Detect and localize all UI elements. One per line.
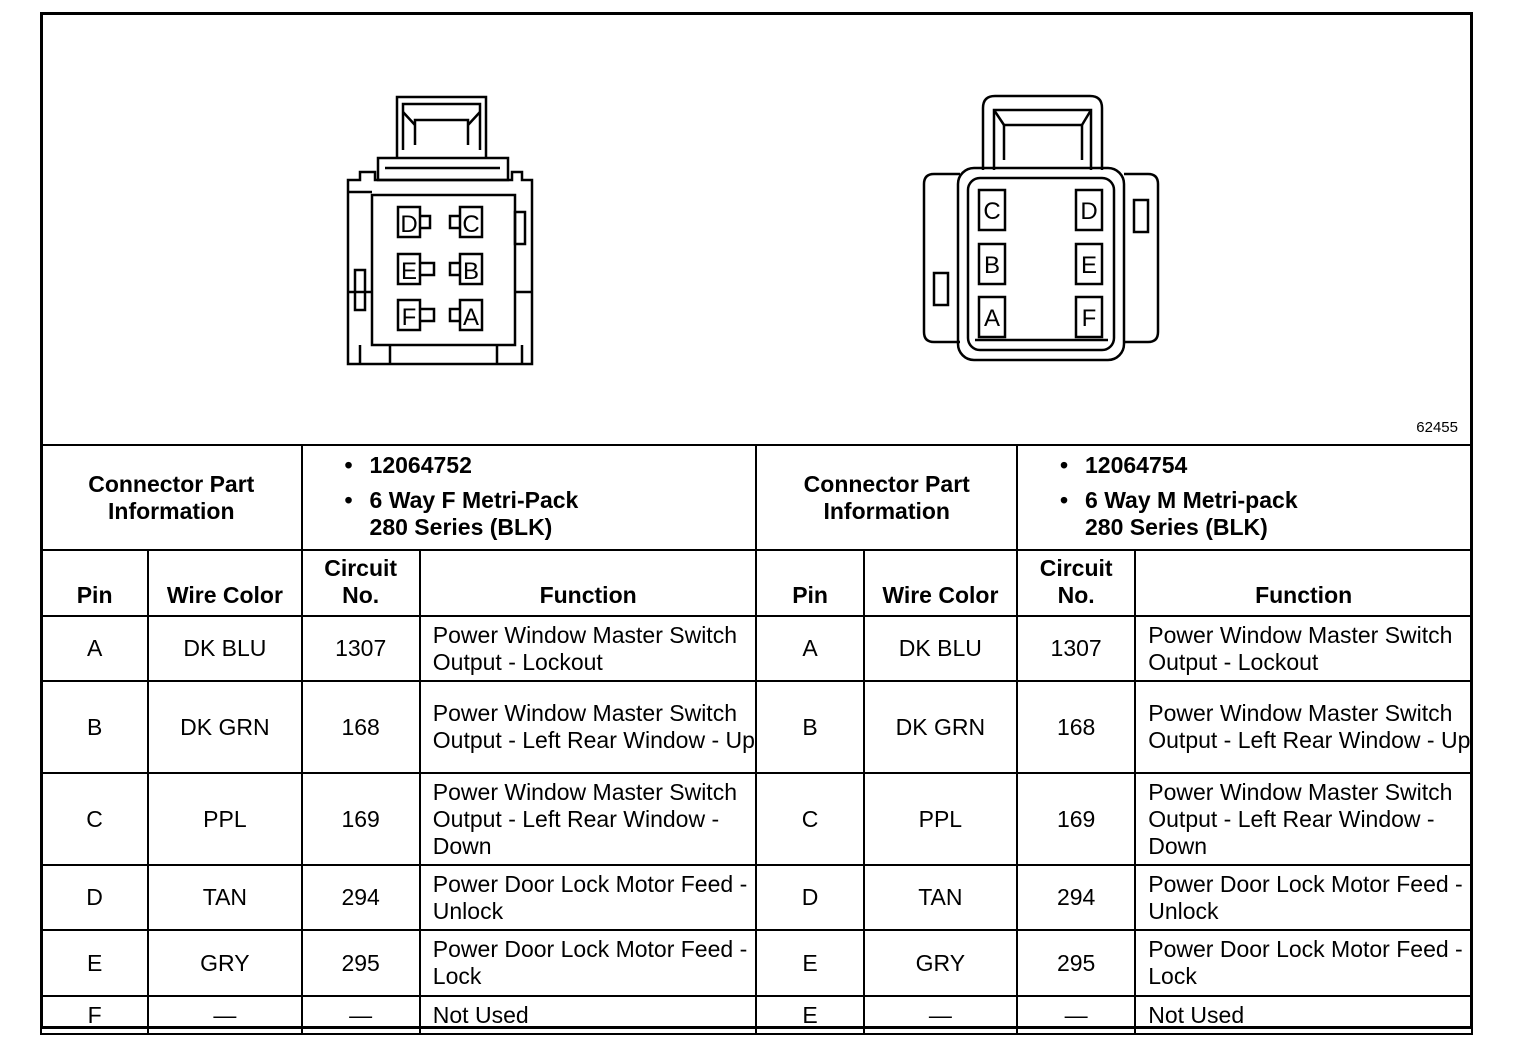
circuit-cell: 295 [302,930,420,996]
male-pin-label: B [983,252,1001,279]
circuit-cell: 1307 [302,616,420,681]
female-pin-label: B [462,258,480,285]
circuit-cell: 294 [1017,865,1135,930]
pin-cell: B [41,681,148,773]
female-connector-drawing [348,97,532,364]
function-header: Function [420,550,757,616]
connector-info-row [41,445,1472,550]
table-row [41,865,1472,930]
function-cell: Power Door Lock Motor Feed - Lock [420,930,757,996]
column-header-row [41,550,1472,616]
circuit-cell: 1307 [1017,616,1135,681]
connector-drawings [0,0,1520,446]
part-description: • 6 Way M Metri-pack 280 Series (BLK) [1060,487,1335,541]
wire-color-cell: TAN [864,865,1017,930]
function-cell: Not Used [1135,996,1472,1034]
male-pin-label: F [1081,305,1097,332]
wire-color-cell: DK BLU [864,616,1017,681]
female-pin-label: E [400,258,418,285]
wire-color-cell: — [864,996,1017,1034]
wire-color-header: Wire Color [148,550,301,616]
wire-color-cell: PPL [148,773,301,865]
pin-cell: D [41,865,148,930]
female-pin-label: A [462,304,480,331]
circuit-cell: 169 [302,773,420,865]
pin-cell: F [41,996,148,1034]
female-pin-label: F [401,304,417,331]
wire-color-cell: GRY [864,930,1017,996]
circuit-cell: 294 [302,865,420,930]
circuit-header: Circuit No. [1017,550,1135,616]
function-cell: Power Window Master Switch Output - Left Rear Window - Up [420,681,757,773]
connector-part-info-label: Connector Part Information [756,445,1017,550]
pin-cell: C [756,773,863,865]
pin-cell: A [41,616,148,681]
pin-cell: B [756,681,863,773]
wire-color-cell: PPL [864,773,1017,865]
female-pin-label: C [462,211,480,238]
pin-cell: E [756,930,863,996]
circuit-cell: 168 [1017,681,1135,773]
function-cell: Power Door Lock Motor Feed - Unlock [420,865,757,930]
connector-pinout-table [40,444,1473,1035]
function-cell: Power Window Master Switch Output - Left Rear Window - Down [1135,773,1472,865]
table-row [41,773,1472,865]
circuit-cell: — [1017,996,1135,1034]
pin-cell: E [41,930,148,996]
male-pin-label: E [1080,252,1098,279]
circuit-header: Circuit No. [302,550,420,616]
function-cell: Power Window Master Switch Output - Lockout [1135,616,1472,681]
part-number: • 12064752 [345,452,756,479]
function-cell: Power Window Master Switch Output - Left Rear Window - Up [1135,681,1472,773]
wire-color-cell: DK BLU [148,616,301,681]
male-pin-label: A [983,305,1001,332]
figure-id: 62455 [1416,419,1458,436]
male-connector-drawing [924,96,1158,360]
wire-color-cell: DK GRN [148,681,301,773]
part-number: • 12064754 [1060,452,1471,479]
table-row [41,996,1472,1034]
wire-color-cell: DK GRN [864,681,1017,773]
pin-cell: C [41,773,148,865]
pin-cell: E [756,996,863,1034]
pin-header: Pin [41,550,148,616]
function-cell: Not Used [420,996,757,1034]
wire-color-cell: GRY [148,930,301,996]
female-pin-label: D [400,211,418,238]
circuit-cell: 169 [1017,773,1135,865]
circuit-cell: 168 [302,681,420,773]
pin-cell: A [756,616,863,681]
wire-color-header: Wire Color [864,550,1017,616]
table-row [41,930,1472,996]
function-cell: Power Window Master Switch Output - Left Rear Window - Down [420,773,757,865]
function-cell: Power Door Lock Motor Feed - Unlock [1135,865,1472,930]
function-cell: Power Window Master Switch Output - Lockout [420,616,757,681]
function-cell: Power Door Lock Motor Feed - Lock [1135,930,1472,996]
circuit-cell: 295 [1017,930,1135,996]
table-row [41,681,1472,773]
connector-part-details [302,445,757,550]
pin-cell: D [756,865,863,930]
wire-color-cell: — [148,996,301,1034]
pin-header: Pin [756,550,863,616]
male-pin-label: C [983,198,1001,225]
part-description: • 6 Way F Metri-Pack 280 Series (BLK) [345,487,610,541]
connector-part-details [1017,445,1472,550]
table-row [41,616,1472,681]
function-header: Function [1135,550,1472,616]
male-pin-label: D [1080,198,1098,225]
connector-part-info-label: Connector Part Information [41,445,302,550]
wire-color-cell: TAN [148,865,301,930]
circuit-cell: — [302,996,420,1034]
